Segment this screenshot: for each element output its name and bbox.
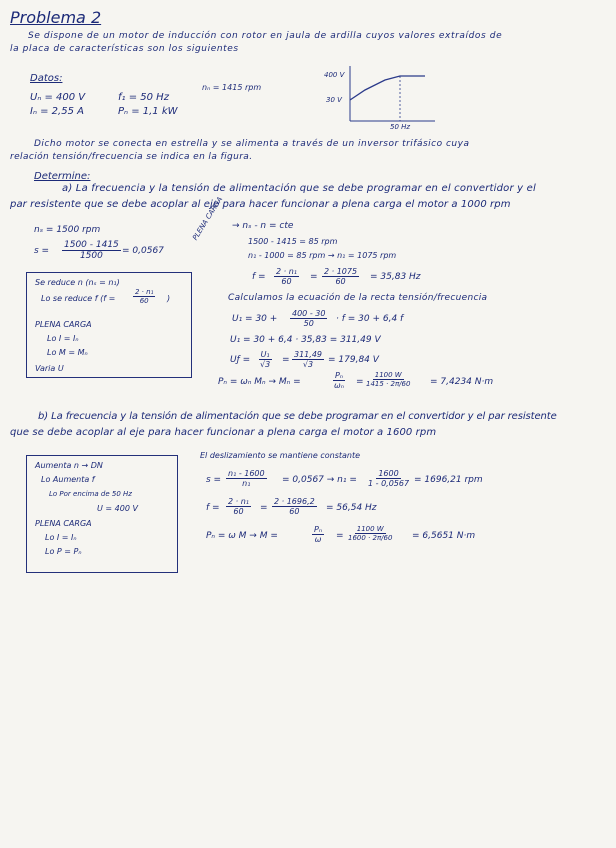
part-a-f-fraction-2	[322, 267, 359, 286]
part-b-box-l4: U = 400 V	[97, 504, 138, 513]
part-a-s-label: s =	[34, 246, 50, 256]
part-a-calc-line: Calculamos la ecuación de la recta tensión/frecuencia	[228, 293, 488, 303]
part-b-s-label: s =	[206, 475, 222, 485]
datos-f1: f₁ = 50 Hz	[118, 92, 169, 103]
part-b-line-2: que se debe acoplar al eje para hacer funcionar a plena carga el motor a 1600 rpm	[10, 427, 437, 438]
part-a-uf-den2: √3	[302, 360, 314, 370]
part-a-box-l4: Lo I = Iₙ	[47, 334, 79, 343]
part-a-arrow-eq: → nₛ - n = cte	[232, 221, 294, 231]
part-b-f-eq: =	[260, 503, 268, 513]
part-a-u1-fraction	[290, 309, 327, 328]
part-b-p-label: Pₙ = ω M → M =	[206, 531, 278, 541]
part-a-pn-den1: ωₙ	[334, 381, 344, 391]
intro-line-2: la placa de características son los siguientes	[10, 44, 239, 54]
datos-un: Uₙ = 400 V	[30, 92, 86, 103]
part-a-f-num1: 2 · n₁	[276, 267, 297, 276]
part-a-u1-label: U₁ = 30 +	[232, 314, 278, 324]
part-a-uf-num2: 311,49	[294, 350, 322, 359]
part-a-box-l3: PLENA CARGA	[35, 320, 92, 329]
part-a-f-den2: 60	[335, 277, 346, 287]
graph-vf-curve	[350, 76, 425, 100]
determine-heading: Determine:	[34, 171, 91, 182]
part-a-uf-num1: U₁	[260, 350, 270, 359]
part-b-s-fraction-1	[226, 469, 267, 488]
part-b-p-eq: =	[336, 531, 344, 541]
part-b-s-num2: 1600	[378, 469, 399, 478]
part-b-s-fraction-2	[366, 469, 411, 488]
part-a-box-l2: Lo se reduce f (f =	[41, 294, 116, 303]
part-b-s-result: = 1696,21 rpm	[414, 475, 483, 485]
datos-heading: Datos:	[30, 73, 63, 84]
part-b-box-l7: Lo P = Pₙ	[45, 547, 82, 556]
part-a-ns: nₛ = 1500 rpm	[34, 225, 101, 235]
part-a-box-frac-num: 2 · n₁	[135, 288, 154, 296]
part-a-s-den: 1500	[79, 251, 103, 262]
part-a-box-l2-end: )	[167, 294, 171, 303]
part-b-f-result: = 56,54 Hz	[326, 503, 377, 513]
part-a-box-l5: Lo M = Mₙ	[47, 348, 88, 357]
part-a-uf-fraction-1	[258, 350, 272, 369]
part-a-box-fraction	[133, 288, 155, 305]
part-a-pn-fraction-1	[332, 371, 346, 390]
part-a-uf-eq: =	[282, 355, 290, 365]
part-a-pn-num2: 1100 W	[374, 371, 402, 379]
part-a-f-den1: 60	[281, 277, 292, 287]
part-a-eq2: n₁ - 1000 = 85 rpm → n₁ = 1075 rpm	[248, 251, 397, 260]
part-b-f-label: f =	[206, 503, 220, 513]
part-a-uf-label: Uƒ =	[230, 355, 251, 365]
page-title: Problema 2	[10, 8, 102, 27]
part-b-s-den: n₁	[242, 479, 251, 489]
part-b-p-den1: ω	[314, 535, 322, 545]
voltage-frequency-graph	[340, 66, 440, 126]
part-a-line-1: a) La frecuencia y la tensión de alimentación que se debe programar en el convertidor y el	[62, 183, 537, 194]
part-b-box-l3: Lo Por encima de 50 Hz	[49, 490, 132, 498]
datos-in: Iₙ = 2,55 A	[30, 106, 84, 117]
part-b-line-1: b) La frecuencia y la tensión de alimentación que se debe programar en el convertidor y el par resistente	[38, 411, 557, 422]
part-a-f-fraction-1	[274, 267, 299, 286]
part-a-f-result: = 35,83 Hz	[370, 272, 421, 282]
graph-x-label: 50 Hz	[390, 123, 411, 131]
part-b-notes-box	[26, 455, 178, 573]
graph-y-bottom-label: 30 V	[326, 96, 342, 104]
motor-text-line-2: relación tensión/frecuencia se indica en la figura.	[10, 152, 253, 162]
part-a-s-num: 1500 - 1415	[64, 240, 119, 250]
part-a-pn-fraction-2	[364, 371, 412, 388]
part-a-pn-eq: =	[356, 377, 364, 387]
datos-nn: nₙ = 1415 rpm	[202, 83, 262, 92]
part-b-slip-const: El deslizamiento se mantiene constante	[200, 451, 361, 460]
part-a-box-l1: Se reduce n (nₛ = n₁)	[35, 278, 120, 287]
part-b-f-fraction-2	[272, 497, 317, 516]
part-a-notes-box	[26, 272, 192, 378]
part-a-s-result: = 0,0567	[122, 246, 164, 256]
part-b-p-den2: 1600 · 2π/60	[348, 534, 393, 543]
part-a-eq1: 1500 - 1415 = 85 rpm	[248, 237, 338, 246]
motor-text-line-1: Dicho motor se conecta en estrella y se alimenta a través de un inversor trifásico cuya	[34, 139, 470, 149]
part-a-pn-den2: 1415 · 2π/60	[366, 380, 411, 389]
part-b-s-mid: = 0,0567 → n₁ =	[282, 475, 357, 485]
part-a-pn-label: Pₙ = ωₙ Mₙ → Mₙ =	[218, 377, 301, 387]
part-b-f-den1: 60	[233, 507, 244, 517]
part-a-box-l6: Varia U	[35, 364, 64, 373]
part-b-s-num: n₁ - 1600	[228, 469, 265, 478]
plena-carga-rotated: PLENA CARGA	[191, 195, 225, 242]
part-b-box-l1: Aumenta n → DN	[35, 461, 103, 470]
part-a-line-2: par resistente que se debe acoplar al eje para hacer funcionar a plena carga el motor a 1000 rpm	[10, 199, 511, 210]
part-b-f-num1: 2 · n₁	[228, 497, 249, 506]
part-b-f-num2: 2 · 1696,2	[274, 497, 315, 506]
part-b-f-den2: 60	[289, 507, 300, 517]
part-a-f-eq-sign: =	[310, 272, 318, 282]
intro-line-1: Se dispone de un motor de inducción con rotor en jaula de ardilla cuyos valores extraídos de	[28, 31, 503, 41]
graph-y-top-label: 400 V	[324, 71, 345, 79]
datos-pn: Pₙ = 1,1 kW	[118, 106, 178, 117]
part-a-u1-num: 400 - 30	[292, 309, 326, 318]
part-b-box-l5: PLENA CARGA	[35, 519, 92, 528]
part-a-s-fraction	[62, 240, 121, 262]
part-b-p-result: = 6,5651 N·m	[412, 531, 476, 541]
part-a-box-frac-den: 60	[139, 297, 149, 306]
part-a-u1-den: 50	[303, 319, 314, 329]
part-a-f-num2: 2 · 1075	[324, 267, 358, 276]
part-b-p-num1: Pₙ	[314, 525, 323, 534]
part-b-p-fraction-2	[346, 525, 394, 542]
part-b-box-l2: Lo Aumenta f	[41, 475, 95, 484]
part-a-u1-calc: U₁ = 30 + 6,4 · 35,83 = 311,49 V	[230, 335, 381, 345]
part-b-s-den2: 1 - 0,0567	[368, 479, 410, 489]
part-a-uf-den1: √3	[260, 360, 271, 370]
part-b-p-num2: 1100 W	[356, 525, 384, 533]
part-b-box-l6: Lo I = Iₙ	[45, 533, 77, 542]
part-a-pn-result: = 7,4234 N·m	[430, 377, 494, 387]
part-a-u1-end: · f = 30 + 6,4 f	[336, 314, 404, 324]
part-b-p-fraction-1	[312, 525, 324, 544]
part-b-f-fraction-1	[226, 497, 251, 516]
part-a-pn-num1: Pₙ	[334, 371, 343, 380]
part-a-f-label: f =	[252, 272, 266, 282]
part-a-uf-fraction-2	[292, 350, 324, 369]
part-a-uf-result: = 179,84 V	[328, 355, 379, 365]
